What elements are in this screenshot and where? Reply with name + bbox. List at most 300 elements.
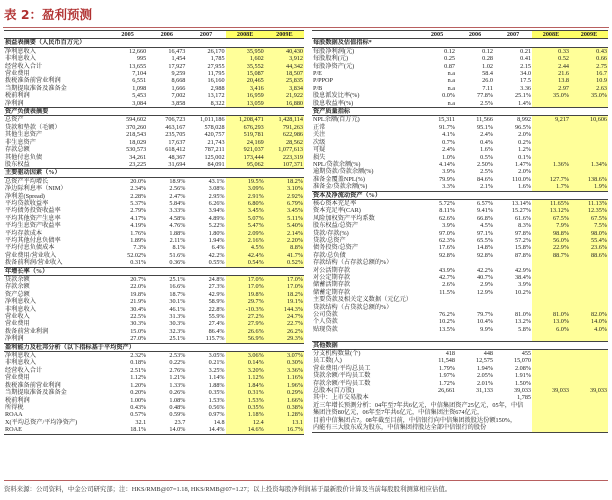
value-cell: -10.3% (226, 306, 265, 313)
value-cell: 35,950 (226, 47, 265, 55)
value-cell: 27.3% (208, 283, 225, 291)
row-label: 净边际利息率（NIM） (5, 185, 67, 193)
row-label: 平均生息资产收益率 (5, 222, 61, 230)
value-cell: 0.20% (130, 389, 147, 397)
value-cell: 56.9% (226, 335, 265, 343)
value-cell: 14.4% (186, 426, 225, 434)
value-cell: 0.2% (518, 138, 531, 146)
value-cell (418, 191, 456, 199)
table-row (312, 350, 608, 358)
value-cell: 14.0% (570, 318, 608, 325)
value-cell: 13,059 (226, 100, 265, 108)
value-cell: 81.0% (515, 311, 531, 319)
value-cell (570, 350, 608, 358)
row-label: 平均其他资产生息率 (5, 214, 61, 222)
value-cell: 2.0% (518, 168, 531, 176)
value-cell: 6.26% (208, 199, 225, 207)
value-cell: 24,169 (226, 139, 265, 146)
value-cell: 5.40% (265, 222, 304, 229)
value-cell: 31,694 (168, 160, 186, 168)
value-cell: 27.0% (130, 335, 147, 343)
value-cell: 2.76% (169, 366, 186, 374)
row-label: 营业费用 (5, 320, 30, 328)
value-cell (532, 191, 570, 199)
row-label: 存款余额 (5, 283, 30, 291)
row-label: 平均债务投资收益率 (5, 207, 61, 215)
value-cell: 1,077,613 (265, 146, 304, 153)
page-title: 表 2：盈利预测 (4, 7, 93, 22)
value-cell: 455 (521, 350, 531, 358)
table-row (312, 394, 608, 401)
value-cell: 3.9% (442, 222, 455, 230)
value-cell: 8.3% (518, 222, 531, 230)
value-cell: 6.0% (532, 326, 570, 333)
value-cell: 370,260 (126, 123, 147, 131)
value-cell (456, 394, 494, 401)
value-cell: 11.5% (439, 288, 455, 296)
value-cell (570, 108, 608, 116)
value-cell (265, 108, 304, 116)
value-cell (186, 169, 225, 177)
value-cell: 43.9% (439, 266, 455, 274)
row-label: 主要贷款及相关定义数据（元亿元） (313, 296, 412, 304)
value-cell (494, 304, 532, 311)
value-cell: 8,992 (517, 116, 531, 124)
value-cell: 463,167 (165, 123, 186, 131)
value-cell: 0.35% (208, 389, 225, 397)
row-label: 经营收入合计 (5, 366, 43, 374)
value-cell: 35.0% (532, 92, 570, 99)
value-cell (532, 281, 570, 288)
value-cell: 706,723 (165, 116, 186, 124)
value-cell: 1,011,186 (200, 116, 225, 124)
value-cell: 0.22% (169, 359, 186, 367)
row-label: 其他数据 (312, 341, 418, 349)
value-cell: 86.4% (208, 327, 225, 335)
value-cell: 0.26% (169, 389, 186, 397)
value-cell: 5.72% (439, 199, 455, 207)
table-row (4, 389, 304, 396)
value-cell: 17,927 (168, 62, 186, 70)
table-row (4, 100, 304, 108)
value-cell: 791,263 (265, 124, 304, 131)
value-cell: 0.48% (169, 403, 186, 411)
value-cell (532, 124, 570, 131)
value-cell: 2.20% (265, 237, 304, 244)
value-cell (532, 350, 570, 358)
title-rule (3, 27, 609, 28)
table-row (312, 409, 608, 416)
value-cell: 66.8% (477, 214, 493, 222)
row-label: 营业费用 (5, 70, 30, 78)
value-cell: 21.9% (130, 298, 147, 306)
row-label: 净利差(Spread) (5, 192, 45, 200)
value-cell: 2.0% (518, 131, 531, 139)
row-label: 平均贷款收益率 (5, 199, 49, 207)
value-cell: 0.4% (480, 138, 493, 146)
row-label: 贷款/存款(%) (313, 229, 349, 237)
value-cell: 12,660 (129, 47, 147, 55)
column-header: 2009E (265, 31, 304, 39)
table-row (4, 276, 304, 284)
value-cell (570, 333, 608, 341)
value-cell: 2.51% (130, 366, 147, 374)
value-cell (532, 274, 570, 281)
value-cell (226, 108, 265, 116)
value-cell (570, 146, 608, 153)
value-cell: 0.38% (265, 404, 304, 411)
section-header-row (4, 39, 304, 47)
value-cell (570, 259, 608, 266)
value-cell (456, 108, 494, 116)
table-row (4, 367, 304, 374)
row-label: 拨税准备前营业利润 (5, 77, 61, 85)
value-cell: 42.2% (477, 266, 493, 274)
table-row (4, 374, 304, 381)
table-row (312, 357, 608, 364)
value-cell: 420,757 (204, 131, 225, 139)
value-cell (570, 357, 608, 364)
value-cell: 1,666 (171, 84, 186, 92)
row-label: 平均其他付息负债率 (5, 236, 61, 244)
row-label: ROAA (5, 411, 23, 419)
value-cell: 2.08% (515, 364, 531, 372)
value-cell: 1.91% (515, 372, 531, 380)
row-label: 净利润 (5, 99, 24, 107)
value-cell: 55.9% (208, 313, 225, 321)
row-label: 净利息收入 (5, 47, 36, 55)
value-cell: 578,028 (204, 123, 225, 131)
value-cell: 28,562 (265, 139, 304, 146)
value-cell (570, 372, 608, 379)
value-cell (147, 343, 186, 351)
value-cell: 15.8% (515, 244, 531, 252)
value-cell: 2.1% (480, 183, 493, 191)
value-cell: 2.92% (265, 193, 304, 200)
value-cell: 0.43 (570, 47, 608, 55)
value-cell: 79.9% (439, 175, 455, 183)
row-label: 税前利润 (5, 92, 30, 100)
value-cell: 3,912 (265, 55, 304, 62)
table-row (312, 296, 608, 303)
table-row (312, 70, 608, 77)
table-row (4, 161, 304, 169)
value-cell: 1.94% (208, 236, 225, 244)
value-cell: 594,602 (126, 116, 147, 124)
value-cell (147, 108, 186, 116)
value-cell: 3.06% (226, 352, 265, 360)
value-cell: 2.4% (442, 146, 455, 154)
value-cell: 92.8% (477, 251, 493, 259)
value-cell: 55.4% (570, 237, 608, 244)
value-cell: 42.9% (208, 290, 225, 298)
value-cell: 27.9% (226, 320, 265, 327)
value-cell (570, 402, 608, 409)
value-cell (570, 424, 608, 432)
value-cell (494, 409, 532, 416)
value-cell (147, 39, 186, 47)
value-cell (418, 394, 456, 401)
value-cell (532, 108, 570, 116)
table-row (4, 207, 304, 214)
value-cell: 95,062 (226, 161, 265, 169)
value-cell (532, 139, 570, 146)
value-cell: 622,986 (265, 131, 304, 138)
column-header: 2009E (570, 31, 608, 39)
value-cell (570, 409, 608, 416)
row-label: 正常 (313, 123, 326, 131)
section-header-row (4, 343, 304, 351)
table-row (312, 267, 608, 274)
value-cell: 2.47% (169, 192, 186, 200)
value-cell: 18.7% (169, 290, 186, 298)
row-label: 公司贷款 (313, 311, 338, 319)
value-cell: 22.9% (532, 244, 570, 251)
value-cell: 25,835 (265, 77, 304, 84)
row-label: 存款余额/平均员工数 (313, 379, 371, 387)
value-cell: 787,211 (204, 146, 225, 154)
table-row (312, 380, 608, 387)
value-cell: 17.0% (265, 283, 304, 290)
value-cell: 16,160 (207, 77, 225, 85)
value-cell: 4.1% (442, 131, 455, 139)
value-cell: 21.6 (532, 70, 570, 77)
table-row (312, 417, 608, 424)
value-cell: 21,743 (207, 138, 225, 146)
value-cell: 3.94% (208, 207, 225, 215)
row-label: 存款总额 (5, 146, 30, 154)
value-cell: 0.31% (226, 389, 265, 396)
value-cell: 30.4% (130, 305, 147, 313)
value-cell: 25.1% (515, 92, 531, 100)
section-header-row (4, 169, 304, 177)
value-cell: 17.6% (439, 244, 455, 252)
value-cell (186, 108, 225, 116)
row-label: ROAE (4, 426, 108, 434)
value-cell: 0.29% (265, 389, 304, 396)
value-cell: 1.02 (482, 62, 493, 70)
value-cell: 42.9% (515, 266, 531, 274)
value-cell: 18,507 (265, 70, 304, 77)
row-label: 贴现贷款 (313, 325, 338, 333)
column-header (312, 31, 418, 39)
value-cell (108, 39, 147, 47)
table-row (312, 333, 608, 341)
value-cell (418, 333, 456, 341)
value-cell: 18.1% (108, 426, 147, 434)
value-cell: 11.13% (570, 199, 608, 207)
value-cell: 11,566 (476, 116, 493, 124)
left-financial-table-panel (4, 30, 304, 474)
table-row (4, 244, 304, 251)
row-label: 主要驱动因素（%） (4, 169, 108, 177)
value-cell: 65.5% (477, 236, 493, 244)
value-cell: 10,606 (570, 116, 608, 124)
value-cell: 3,858 (171, 99, 186, 107)
value-cell: 7.11 (482, 84, 493, 92)
value-cell (186, 267, 225, 275)
value-cell: 5.07% (226, 215, 265, 222)
table-row (4, 185, 304, 192)
row-label: 储蓄定期存款 (313, 288, 351, 296)
value-cell: 1.36% (532, 161, 570, 168)
row-label: 风险加权资产平均系数 (313, 214, 375, 222)
table-row (312, 222, 608, 229)
row-label: 平均付息负债成本 (5, 244, 55, 252)
value-cell: 34.0 (520, 70, 531, 78)
value-cell: 6.80% (226, 200, 265, 207)
value-cell (570, 394, 608, 401)
value-cell: 84,091 (207, 160, 225, 168)
table-row (4, 259, 304, 267)
value-cell: 11,795 (207, 70, 225, 78)
value-cell: 62.3% (439, 236, 455, 244)
table-row (312, 124, 608, 131)
value-cell: 1.0% (442, 153, 455, 161)
table-row (4, 177, 304, 185)
row-label: 经营收入合计 (5, 62, 43, 70)
value-cell: 1.6% (518, 183, 531, 191)
value-cell: 77.8% (477, 92, 493, 100)
value-cell: 19.8% (226, 291, 265, 298)
value-cell (570, 131, 608, 138)
table-row (4, 230, 304, 237)
row-label: 净利润 (5, 335, 24, 343)
value-cell (532, 341, 570, 349)
column-header: 2006 (456, 31, 494, 39)
table-row (312, 207, 608, 214)
row-label: 总股本(百万股) (313, 387, 355, 395)
table-row (4, 222, 304, 229)
section-header-row (312, 191, 608, 199)
value-cell: 2.11% (169, 236, 186, 244)
value-cell: 4.5% (480, 222, 493, 230)
value-cell: 1.34% (570, 161, 608, 168)
row-label: 其他生息资产 (5, 131, 43, 139)
value-cell (108, 267, 147, 275)
value-cell: 6.57% (477, 199, 493, 207)
value-cell: 51.6% (169, 251, 186, 259)
value-cell: 12.4 (226, 419, 265, 426)
value-cell: 97.8% (515, 229, 531, 237)
value-cell: 88.6% (570, 252, 608, 259)
section-header-row (312, 108, 608, 116)
value-cell (186, 39, 225, 47)
column-header: 2008E (226, 31, 265, 39)
value-cell: 0.87 (444, 62, 455, 70)
value-cell: 34,261 (129, 153, 147, 161)
income-balance-table (4, 30, 304, 435)
row-label: 非利息收入 (5, 55, 36, 63)
value-cell: 38.4% (515, 274, 531, 281)
row-label: 每股股利(元) (313, 55, 349, 63)
value-cell (532, 146, 570, 153)
value-cell: 0.52% (265, 259, 304, 267)
value-cell: 3,416 (226, 85, 265, 92)
value-cell (570, 168, 608, 175)
value-cell: 2.79% (130, 207, 147, 215)
value-cell: 2.34% (130, 185, 147, 193)
value-cell (570, 417, 608, 424)
value-cell: 9.41% (477, 207, 493, 215)
value-cell (570, 39, 608, 47)
value-cell (570, 274, 608, 281)
column-header: 2007 (186, 31, 225, 39)
value-cell: 1.6% (480, 146, 493, 154)
value-cell: 11.65% (532, 199, 570, 207)
table-row (4, 193, 304, 200)
value-cell: 1.94% (477, 364, 493, 372)
value-cell: 1.28% (265, 411, 304, 418)
value-cell: 0.43% (130, 403, 147, 411)
table-row (4, 404, 304, 411)
value-cell (418, 259, 456, 266)
value-cell: 10.4% (477, 318, 493, 326)
row-label: 其中：上市交易股本 (313, 394, 369, 402)
value-cell (456, 304, 494, 311)
table-row (312, 63, 608, 70)
value-cell (456, 341, 494, 349)
value-cell: 127.7% (532, 176, 570, 183)
value-cell: 7.9% (532, 222, 570, 229)
value-cell: 43.1% (208, 177, 225, 185)
table-row (4, 139, 304, 146)
value-cell: 58.4 (482, 70, 493, 78)
value-cell: 0.1% (518, 153, 531, 161)
value-cell (494, 191, 532, 199)
row-label: X(平均总资产/平均净资产) (5, 418, 78, 426)
value-cell: 4.5% (226, 244, 265, 251)
row-label: 员工数(人) (313, 357, 342, 365)
row-label: 资产总额 (5, 290, 30, 298)
table-row (4, 146, 304, 153)
value-cell: 223,319 (265, 154, 304, 161)
value-cell: 30.1% (169, 298, 186, 306)
source-footnote: 资料来源：公司资料，中金公司研究部；注：HKS/RMB@07=1.18, HKS/RMB@07=1.27；以上投资每股净利润基于最新股价计算及当前每股股利测算相应估值。 (4, 480, 608, 493)
value-cell: 2.9% (480, 281, 493, 289)
value-cell: 91.7% (439, 123, 455, 131)
table-row (312, 55, 608, 62)
row-label: 所得税 (5, 403, 24, 411)
row-label: 营业费用 (5, 374, 30, 382)
value-cell: n.a (447, 84, 455, 92)
row-label: 贷款结构（占贷款总额的%） (313, 303, 393, 311)
value-cell: 13.2% (515, 318, 531, 326)
value-cell: 218,543 (126, 131, 147, 139)
row-label (312, 333, 418, 341)
value-cell: 9,217 (532, 116, 570, 124)
value-cell (456, 39, 494, 47)
value-cell: 0.28 (482, 55, 493, 63)
value-cell (265, 39, 304, 47)
value-cell: 4.19% (130, 222, 147, 230)
value-cell: 1,098 (132, 84, 147, 92)
value-cell: 96.5% (515, 123, 531, 131)
value-cell: 2.95% (208, 192, 225, 200)
value-cell: 19.1% (265, 298, 304, 305)
table-header-row (312, 31, 608, 39)
value-cell: 12.35% (570, 207, 608, 214)
table-row (312, 274, 608, 281)
value-cell: 31.3% (169, 313, 186, 321)
value-cell: 1.12% (130, 374, 147, 382)
value-cell: 4.76% (169, 222, 186, 230)
table-row (4, 352, 304, 360)
table-row (4, 426, 304, 434)
value-cell: 676,293 (226, 124, 265, 131)
value-cell: 3.05% (208, 352, 225, 360)
row-label: P/PPOP (313, 77, 333, 85)
